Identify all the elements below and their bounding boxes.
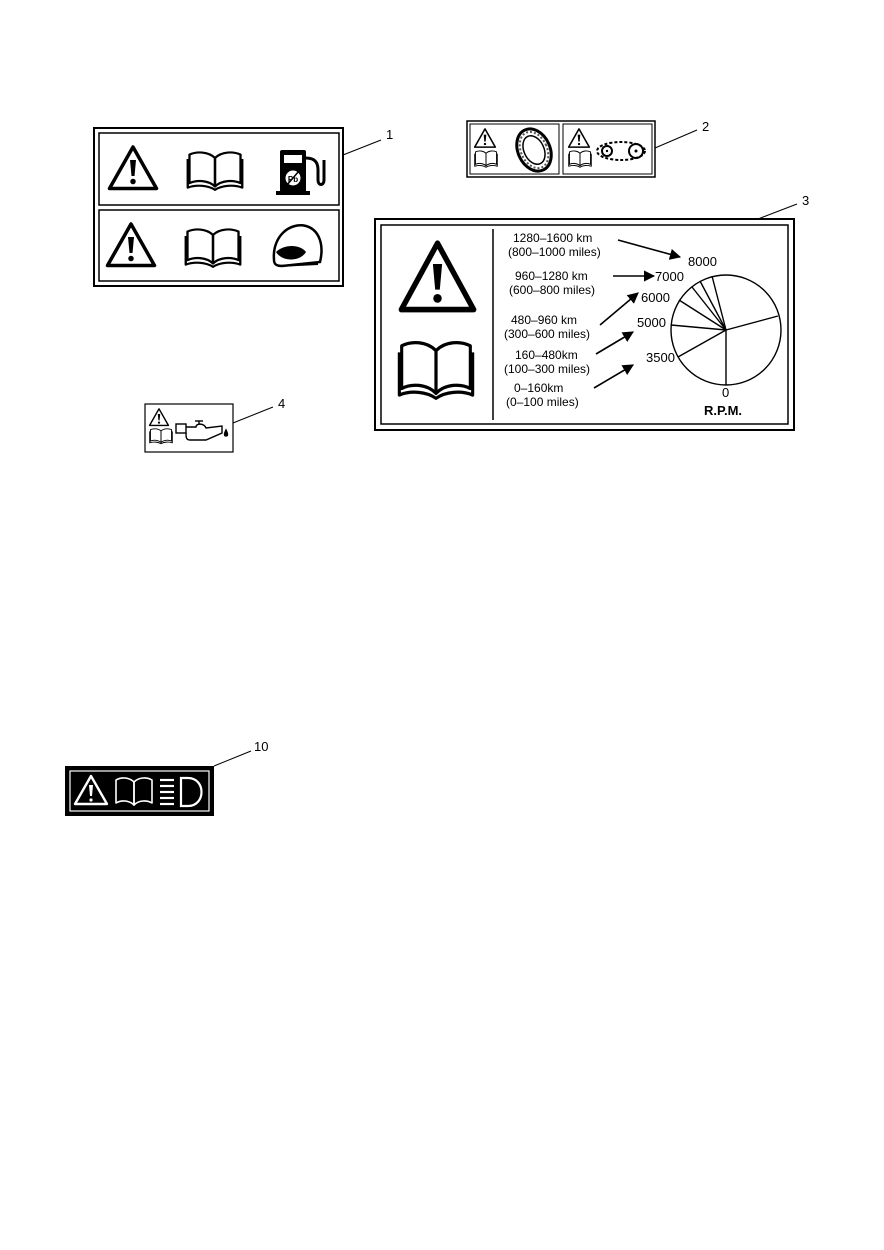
- rpm-value: 5000: [637, 315, 666, 330]
- label-3: [375, 219, 794, 430]
- svg-text:3: 3: [802, 193, 810, 208]
- stage-miles: (600–800 miles): [509, 283, 596, 297]
- stage-km: 1280–1600 km: [513, 231, 593, 245]
- svg-text:4: 4: [278, 396, 286, 411]
- break-in-stage-2: [509, 269, 595, 297]
- svg-text:1: 1: [386, 127, 394, 142]
- rpm-value: 3500: [646, 350, 675, 365]
- label-1: [94, 128, 343, 286]
- break-in-stage-1: [508, 231, 601, 259]
- rpm-value: 7000: [655, 269, 684, 284]
- svg-text:2: 2: [702, 119, 710, 134]
- rpm-value: 6000: [641, 290, 670, 305]
- callout-1: [343, 127, 393, 155]
- stage-km: 480–960 km: [511, 313, 578, 327]
- rpm-value: 8000: [688, 254, 717, 269]
- svg-text:10: 10: [254, 739, 269, 754]
- stage-miles: (100–300 miles): [504, 362, 591, 376]
- rpm-title: R.P.M.: [704, 403, 743, 418]
- stage-km: 160–480km: [515, 348, 578, 362]
- label-4: [145, 404, 233, 452]
- callout-3: [758, 193, 809, 219]
- callout-2: [655, 119, 709, 148]
- label-2: [467, 121, 655, 177]
- label-10: [65, 766, 214, 816]
- stage-miles: (300–600 miles): [504, 327, 591, 341]
- callout-10: [214, 739, 268, 766]
- stage-miles: (0–100 miles): [506, 395, 579, 409]
- stage-km: 0–160km: [514, 381, 564, 395]
- break-in-stage-4: [504, 348, 590, 376]
- rpm-zero: 0: [722, 385, 730, 400]
- svg-text:Pb: Pb: [287, 175, 299, 184]
- callout-4: [233, 396, 285, 423]
- stage-km: 960–1280 km: [515, 269, 588, 283]
- stage-miles: (800–1000 miles): [508, 245, 601, 259]
